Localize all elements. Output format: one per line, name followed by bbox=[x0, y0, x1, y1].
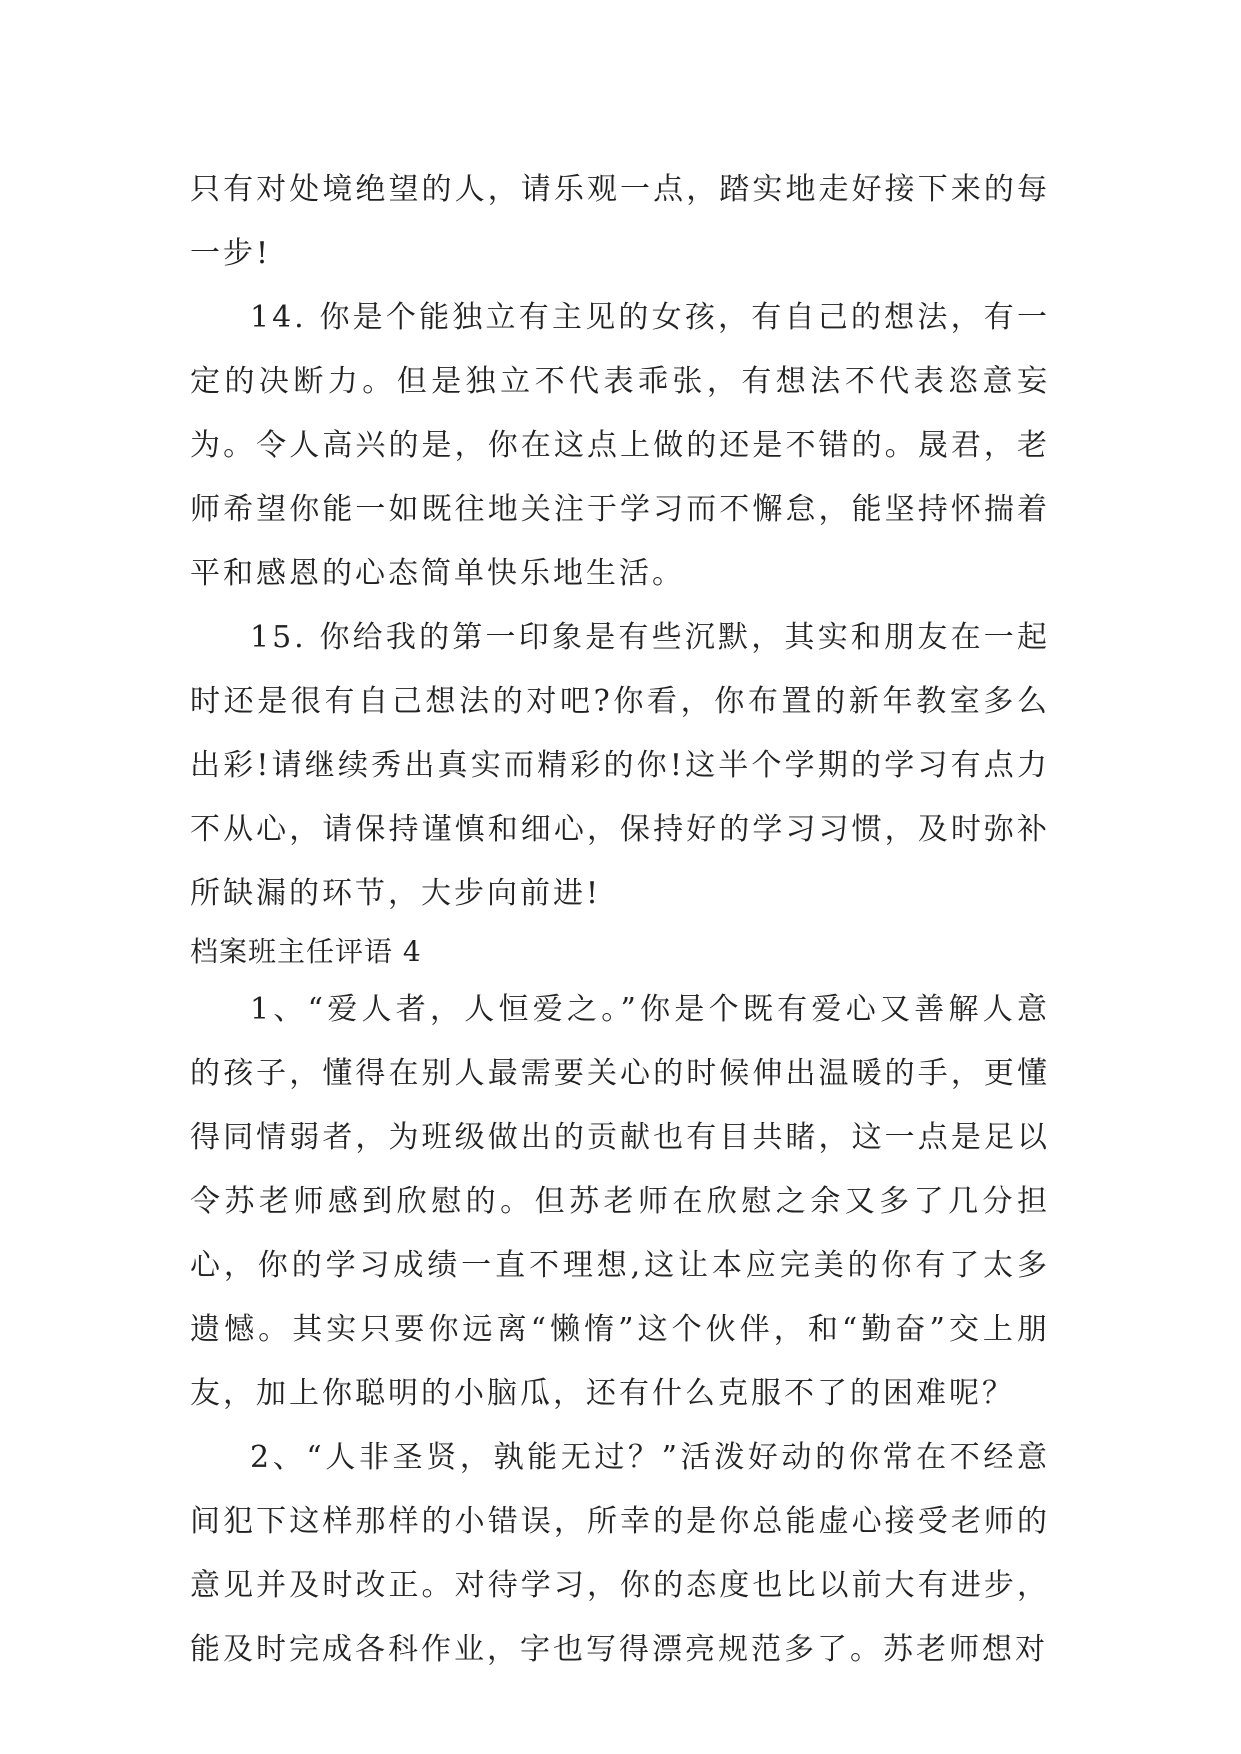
section-heading: 档案班主任评语 4 bbox=[190, 935, 422, 968]
paragraph-continuation: 只有对处境绝望的人，请乐观一点，踏实地走好接下来的每一步! bbox=[190, 172, 1050, 271]
paragraph-item-14: 14. 你是个能独立有主见的女孩，有自己的想法，有一定的决断力。但是独立不代表乖张，有想法不代表恣意妄为。令人高兴的是，你在这点上做的还是不错的。晟君，老师希望你能一如既往地关注于学习而不懈怠，能坚持怀揣着平和感恩的心态简单快乐地生活。 bbox=[190, 300, 1050, 591]
paragraph-item-15: 15. 你给我的第一印象是有些沉默，其实和朋友在一起时还是很有自己想法的对吧?你看，你布置的新年教室多么出彩!请继续秀出真实而精彩的你!这半个学期的学习有点力不从心，请保持谨慎和细心，保持好的学习习惯，及时弥补所缺漏的环节，大步向前进! bbox=[190, 620, 1050, 911]
paragraph-item-1: 1、“爱人者，人恒爱之。”你是个既有爱心又善解人意的孩子，懂得在别人最需要关心的时候伸出温暖的手，更懂得同情弱者，为班级做出的贡献也有目共睹，这一点是足以令苏老师感到欣慰的。但苏老师在欣慰之余又多了几分担心，你的学习成绩一直不理想,这让本应完美的你有了太多遗憾。其实只要你远离“懒惰”这个伙伴，和“勤奋”交上朋友，加上你聪明的小脑瓜，还有什么克服不了的困难呢？ bbox=[190, 992, 1050, 1411]
document-body bbox=[190, 158, 1050, 1682]
paragraph-item-2: 2、“人非圣贤，孰能无过？”活泼好动的你常在不经意间犯下这样那样的小错误，所幸的是你总能虚心接受老师的意见并及时改正。对待学习，你的态度也比以前大有进步，能及时完成各科作业，字也写得漂亮规范多了。苏老师想对 bbox=[190, 1440, 1050, 1667]
